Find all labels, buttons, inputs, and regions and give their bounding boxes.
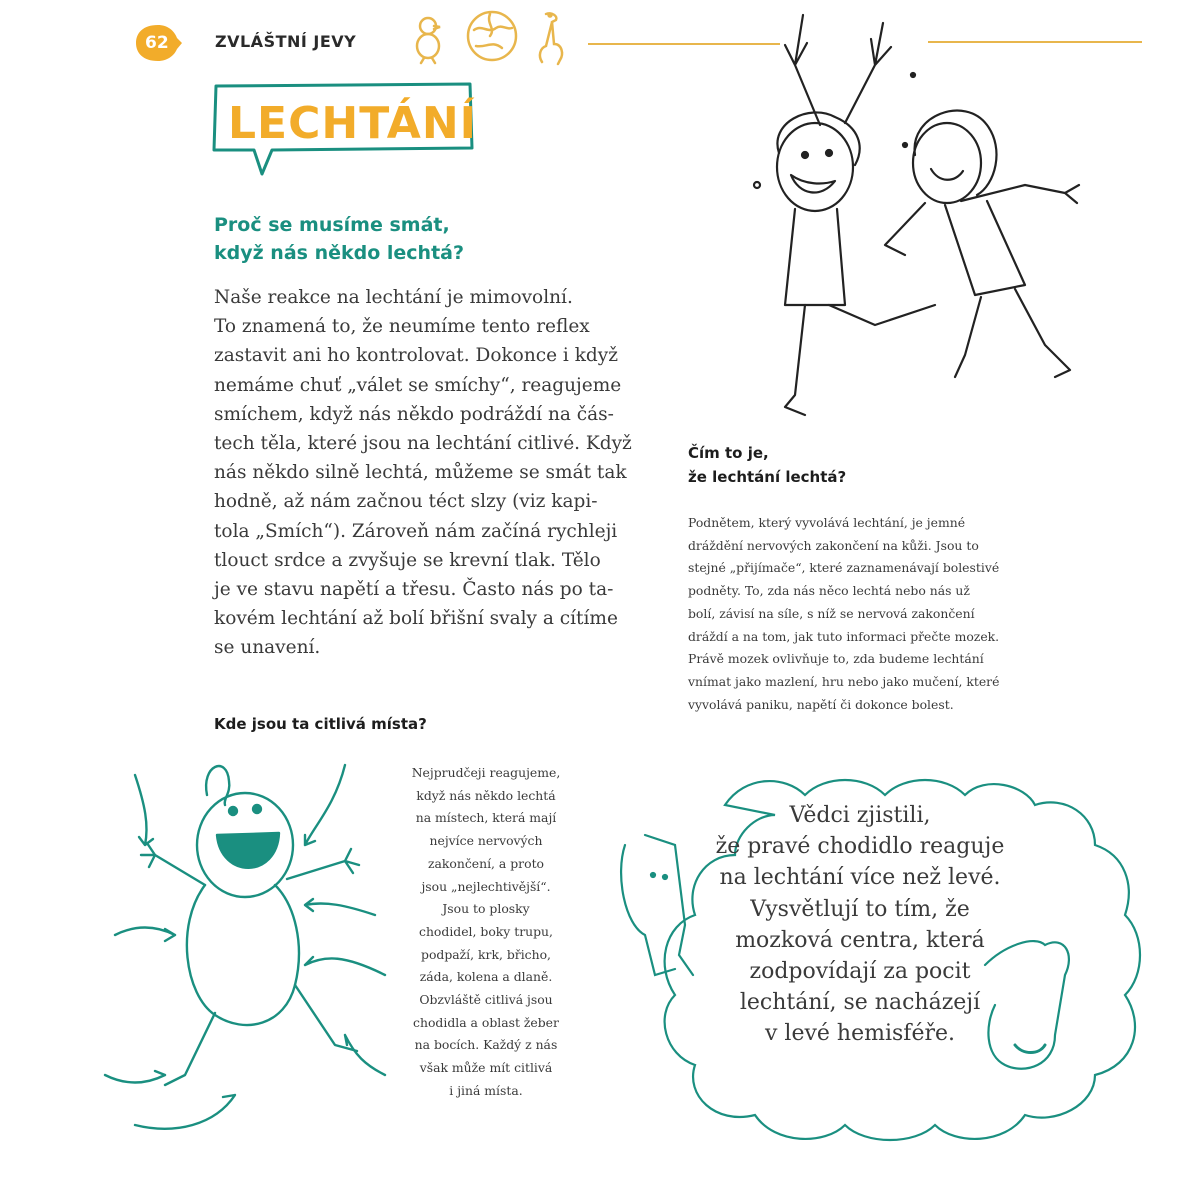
header-icons xyxy=(410,6,580,66)
page-title: LECHTÁNÍ xyxy=(228,98,478,149)
right-paragraph xyxy=(688,512,1053,716)
right-line: podněty. To, zda nás něco lechtá nebo nás už xyxy=(688,583,970,599)
section-title: ZVLÁŠTNÍ JEVY xyxy=(215,32,357,51)
question-heading-3: Kde jsou ta citlivá místa? xyxy=(214,715,427,733)
cloud-line: lechtání, se nacházejí xyxy=(739,990,981,1016)
middle-line: nejvíce nervových xyxy=(429,833,543,849)
question-heading-1 xyxy=(214,211,594,267)
right-line: bolí, závisí na síle, s níž se nervová zakončení xyxy=(688,605,975,621)
question-1-line: Proč se musíme smát, xyxy=(214,214,450,236)
middle-line: Jsou to plosky xyxy=(442,901,530,917)
giraffe-icon xyxy=(540,13,562,64)
chick-icon xyxy=(417,18,440,63)
main-line: hodně, až nám začnou téct slzy (viz kapi- xyxy=(214,491,598,513)
page-number: 62 xyxy=(145,33,169,53)
question-heading-2 xyxy=(688,441,948,489)
middle-line: podpaží, krk, břicho, xyxy=(421,946,551,962)
middle-line: na místech, která mají xyxy=(415,810,557,826)
globe-icon xyxy=(468,12,516,60)
middle-line: Nejprudčeji reagujeme, xyxy=(411,765,561,780)
main-line: nás někdo silně lechtá, můžeme se smát tak xyxy=(214,462,627,484)
main-line: tola „Smích“). Zároveň nám začíná rychleji xyxy=(214,520,618,542)
question-1-line: když nás někdo lechtá? xyxy=(214,242,464,264)
middle-line: záda, kolena a dlaně. xyxy=(419,969,553,985)
main-line: tech těla, které jsou na lechtání citlivé. Když xyxy=(214,433,632,455)
right-line: vnímat jako mazlení, hru nebo jako mučení, které xyxy=(688,673,1000,689)
main-paragraph xyxy=(214,283,659,663)
main-line: nemáme chuť „válet se smíchy“, reagujeme xyxy=(214,374,622,396)
right-line: Právě mozek ovlivňuje to, zda budeme lechtání xyxy=(688,651,984,667)
middle-line: když nás někdo lechtá xyxy=(416,787,556,803)
middle-line: chodidla a oblast žeber xyxy=(413,1014,559,1030)
cloud-line: zodpovídají za pocit xyxy=(749,959,971,985)
middle-line: zakončení, a proto xyxy=(427,855,545,871)
right-line: Podnětem, který vyvolává lechtání, je jemné xyxy=(688,515,966,530)
middle-line: na bocích. Každý z nás xyxy=(414,1037,558,1053)
middle-line: jsou „nejlechtivější“. xyxy=(421,878,551,894)
main-line: tlouct srdce a zvyšuje se krevní tlak. Tělo xyxy=(214,549,601,571)
right-line: vyvolává paniku, napětí či dokonce bolest. xyxy=(688,696,954,712)
main-line: smíchem, když nás někdo podráždí na čás- xyxy=(214,403,614,425)
cloud-line: na lechtání více než levé. xyxy=(719,865,1001,891)
cloud-line: v levé hemisféře. xyxy=(765,1021,955,1047)
main-line: To znamená to, že neumíme tento reflex xyxy=(214,316,590,338)
main-line: se unavení. xyxy=(214,637,321,659)
cloud-paragraph xyxy=(690,800,1030,1050)
main-line: kovém lechtání až bolí břišní svaly a cítíme xyxy=(214,608,618,630)
cloud-line: Vysvětlují to tím, že xyxy=(750,896,970,922)
right-line: stejné „přijímače“, které zaznamenávají bolestivé xyxy=(688,560,1000,576)
middle-line: Obzvláště citlivá jsou xyxy=(419,992,553,1008)
main-line: Naše reakce na lechtání je mimovolní. xyxy=(214,287,573,308)
cloud-line: mozková centra, která xyxy=(735,927,985,953)
question-2-line: že lechtání lechtá? xyxy=(688,468,847,486)
right-line: dráždění nervových zakončení na kůži. Jsou to xyxy=(688,537,979,553)
middle-line: i jiná místa. xyxy=(449,1082,523,1098)
cloud-line: že pravé chodidlo reaguje xyxy=(715,834,1005,860)
middle-line: chodidel, boky trupu, xyxy=(419,923,553,939)
right-line: dráždí a na tom, jak tuto informaci přečte mozek. xyxy=(688,628,1000,644)
middle-paragraph xyxy=(380,762,592,1103)
question-2-line: Čím to je, xyxy=(688,444,769,462)
laughing-figure-illustration xyxy=(95,745,395,1145)
middle-line: však může mít citlivá xyxy=(419,1060,553,1076)
kids-tickling-illustration xyxy=(725,5,1105,430)
main-line: je ve stavu napětí a třesu. Často nás po ta- xyxy=(214,579,614,601)
main-line: zastavit ani ho kontrolovat. Dokonce i když xyxy=(214,345,618,367)
cloud-line: Vědci zjistili, xyxy=(789,803,931,828)
